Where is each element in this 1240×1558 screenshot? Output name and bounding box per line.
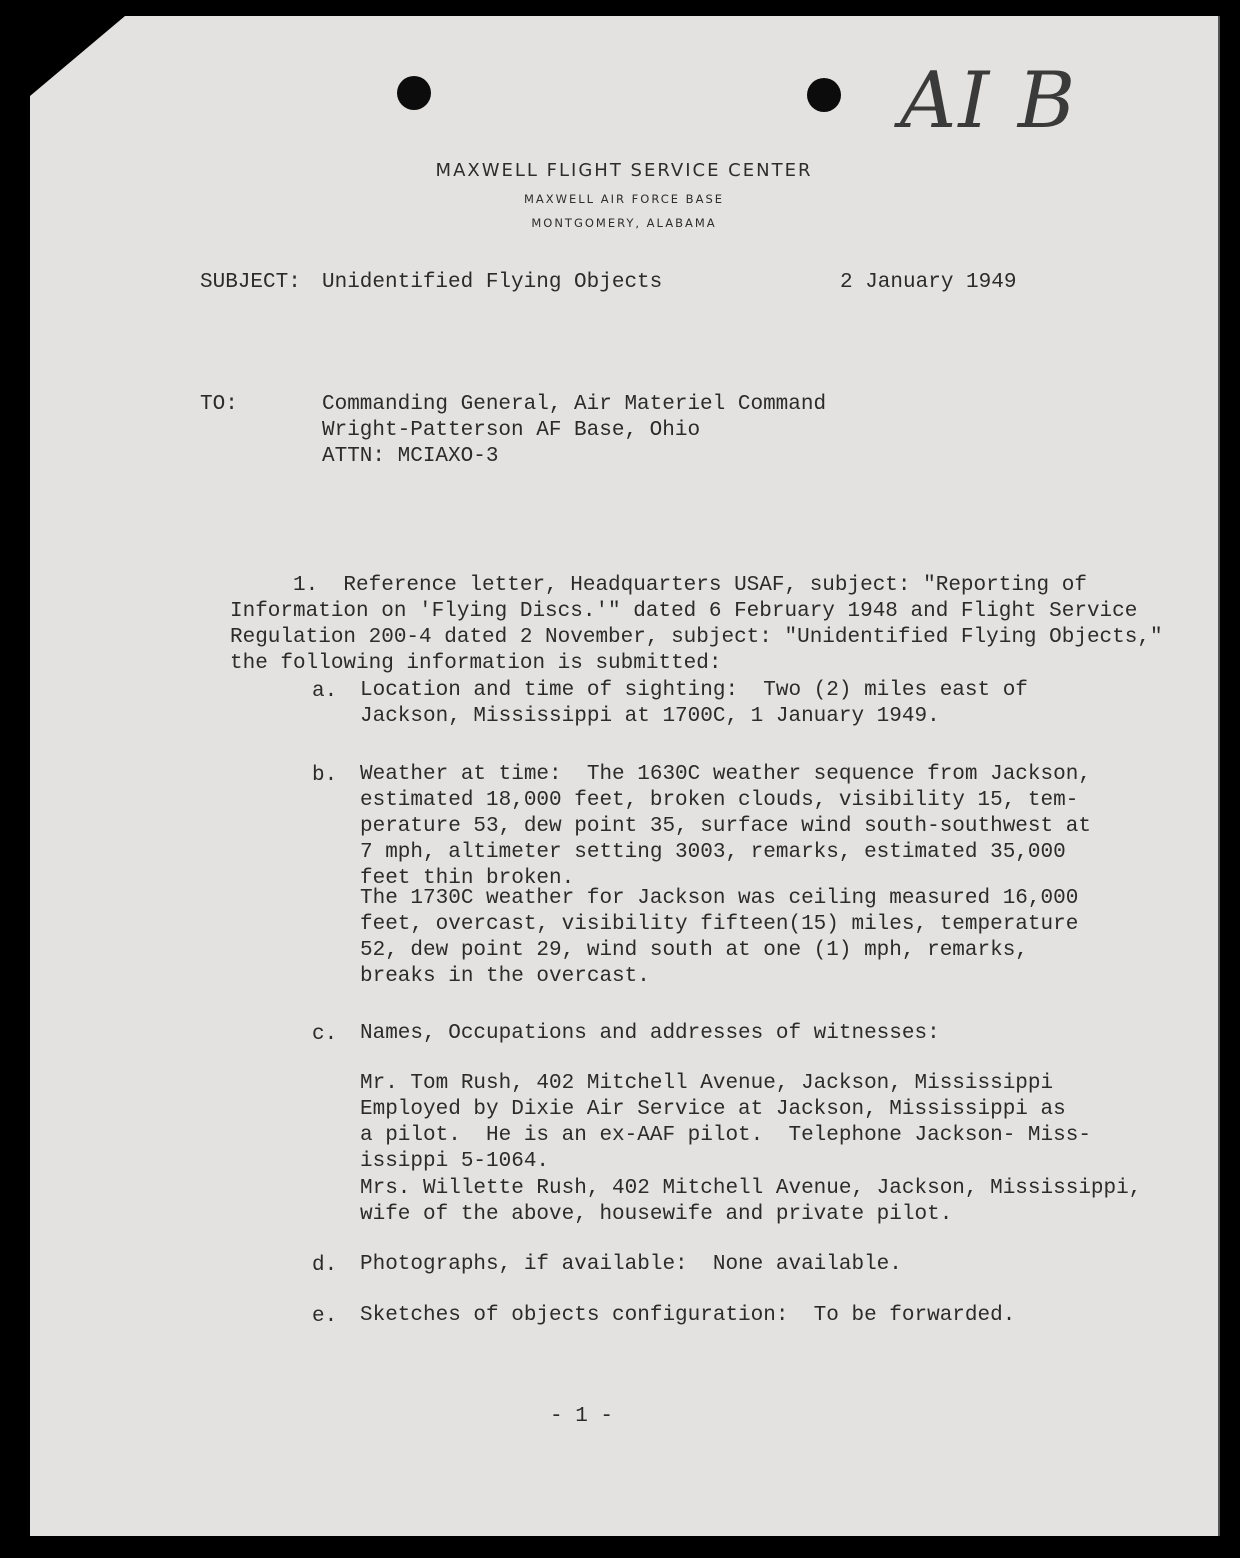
item-d-text: Photographs, if available: None available. — [360, 1253, 902, 1276]
item-a-marker: a. — [312, 680, 338, 703]
witness-1: Mr. Tom Rush, 402 Mitchell Avenue, Jackson, Mississippi Employed by Dixie Air Service at Jackson, Mississippi as a pilot. He is an ex-AAF pilot. Telephone Jackson- Miss- issippi 5-1064. — [360, 1072, 1091, 1173]
subject-label: SUBJECT: — [200, 271, 301, 294]
witness-2: Mrs. Willette Rush, 402 Mitchell Avenue, Jackson, Mississippi, wife of the above, housewife and private pilot. — [360, 1177, 1142, 1226]
punch-hole-right — [807, 78, 841, 112]
torn-corner — [30, 16, 125, 96]
letterhead-title: MAXWELL FLIGHT SERVICE CENTER — [435, 160, 813, 181]
punch-hole-left — [397, 76, 431, 110]
subject-text: Unidentified Flying Objects — [322, 271, 663, 294]
letterhead-location: MONTGOMERY, ALABAMA — [531, 216, 717, 230]
item-c-heading: Names, Occupations and addresses of witnesses: — [360, 1022, 940, 1045]
paragraph-1: 1. Reference letter, Headquarters USAF, subject: "Reporting of Information on 'Flying Discs.'" dated 6 February 1948 and Flight Service Regulation 200-4 dated 2 November, subject: "Unidentified Flying Objects," the following information is submitted: — [230, 574, 1163, 675]
document-page — [30, 16, 1220, 1536]
item-d-marker: d. — [312, 1254, 338, 1277]
item-a-text: Location and time of sighting: Two (2) miles east of Jackson, Mississippi at 1700C, 1 January 1949. — [360, 679, 1028, 728]
item-e-text: Sketches of objects configuration: To be forwarded. — [360, 1304, 1016, 1327]
addressee-block: Commanding General, Air Materiel Command Wright-Patterson AF Base, Ohio ATTN: MCIAXO-3 — [322, 393, 827, 468]
item-e-marker: e. — [312, 1305, 338, 1328]
handwritten-mark: AI B — [900, 56, 1078, 146]
document-date: 2 January 1949 — [840, 271, 1017, 294]
item-b-text: Weather at time: The 1630C weather sequence from Jackson, estimated 18,000 feet, broken clouds, visibility 15, tem- perature 53, dew point 35, surface wind south-southwest at 7 mph, altimeter setting 3003, remarks, estimated 35,000 feet thin broken. — [360, 763, 1091, 890]
item-b-marker: b. — [312, 764, 338, 787]
page-number: - 1 - — [550, 1405, 614, 1428]
item-b-text-2: The 1730C weather for Jackson was ceiling measured 16,000 feet, overcast, visibility fifteen(15) miles, temperature 52, dew point 29, wind south at one (1) mph, remarks, breaks in the overcast. — [360, 887, 1079, 988]
item-c-marker: c. — [312, 1023, 338, 1046]
to-label: TO: — [200, 393, 238, 416]
letterhead-base: MAXWELL AIR FORCE BASE — [523, 192, 725, 206]
